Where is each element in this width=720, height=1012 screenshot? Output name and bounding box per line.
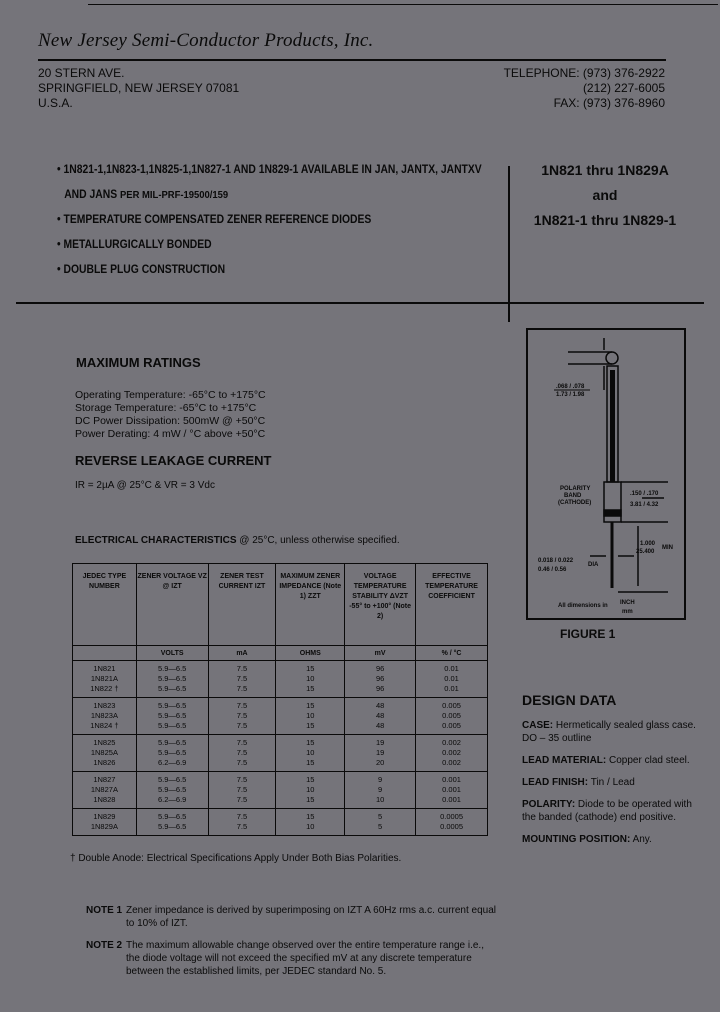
cell-value: 7.5: [236, 711, 248, 720]
cell-value: 7.5: [236, 795, 248, 804]
note-label: NOTE 1: [86, 905, 123, 916]
table-row-group: [73, 809, 488, 836]
design-item-case: [522, 719, 702, 745]
cell-value: 9: [378, 775, 383, 784]
cell-value: 5.9—6.5: [158, 684, 187, 693]
table-cell-zzt: [276, 772, 345, 809]
cell-value: 5.9—6.5: [158, 775, 187, 784]
table-cell-type: [73, 735, 137, 772]
cell-value: 0.001: [442, 785, 461, 794]
note-text: Zener impedance is derived by superimposing on IZT A 60Hz rms a.c. current equal to 10% of IZT.: [126, 905, 496, 929]
svg-text:MIN: MIN: [662, 545, 673, 551]
feature-item: [57, 187, 482, 212]
col-header-zzt: MAXIMUM ZENER IMPEDANCE (Note 1) ZZT: [276, 564, 345, 646]
design-item-label: CASE:: [522, 720, 554, 731]
cell-value: 7.5: [236, 758, 248, 767]
feature-item: • DOUBLE PLUG CONSTRUCTION: [57, 264, 226, 276]
cell-value: 1N825: [93, 738, 116, 747]
table-cell-vz: [136, 809, 208, 836]
vertical-divider: [508, 166, 510, 322]
table-cell-type: [73, 772, 137, 809]
cell-value: 10: [306, 674, 315, 683]
part-range-line: 1N821 thru 1N829A: [541, 162, 669, 178]
cell-value: 1N824 †: [90, 721, 119, 730]
top-border-line: [88, 4, 718, 5]
note-2: [86, 939, 496, 978]
col-header-izt: ZENER TEST CURRENT IZT: [208, 564, 276, 646]
cell-value: 1N821A: [90, 674, 118, 683]
cell-value: 96: [375, 664, 385, 673]
design-item-mounting: [522, 833, 702, 846]
company-name: New Jersey Semi-Conductor Products, Inc.: [38, 30, 374, 51]
col-header-vz: ZENER VOLTAGE VZ @ IZT: [136, 564, 208, 646]
table-cell-izt: [208, 772, 276, 809]
cell-value: 5: [378, 812, 383, 821]
design-item-text: Tin / Lead: [588, 777, 635, 788]
unit-cell: VOLTS: [136, 646, 208, 661]
table-cell-dv: [345, 698, 416, 735]
cell-value: 7.5: [236, 664, 248, 673]
cell-value: 19: [375, 738, 385, 747]
fax: FAX: (973) 376-8960: [553, 96, 665, 110]
cell-value: 1N827A: [90, 785, 118, 794]
cell-value: 7.5: [236, 748, 248, 757]
cell-value: 7.5: [236, 822, 248, 831]
cell-value: 96: [375, 674, 385, 683]
unit-cell: OHMS: [276, 646, 345, 661]
figure-1-outline-drawing: [526, 328, 686, 620]
cell-value: 15: [306, 812, 315, 821]
cell-value: 0.005: [442, 711, 461, 720]
design-item-lead-finish: [522, 776, 702, 789]
cell-value: 5.9—6.5: [158, 738, 187, 747]
cell-value: 7.5: [236, 701, 248, 710]
design-item-text: Diode to be operated with the banded (cathode) end positive.: [522, 799, 692, 823]
design-item-label: POLARITY:: [522, 799, 576, 810]
unit-cell: mV: [345, 646, 416, 661]
cell-value: 96: [375, 684, 385, 693]
units-row: [73, 646, 488, 661]
cell-value: 0.005: [442, 701, 461, 710]
table-cell-dv: [345, 772, 416, 809]
diode-outline-icon: [528, 330, 684, 618]
cell-value: 5.9—6.5: [158, 721, 187, 730]
cell-value: 7.5: [236, 812, 248, 821]
table-cell-zzt: [276, 809, 345, 836]
telephone: TELEPHONE: (973) 376-2922: [503, 66, 665, 80]
header-rule: [38, 59, 666, 61]
cell-value: 0.005: [442, 721, 461, 730]
feature-text: AND JANS: [64, 189, 118, 201]
section-rule: [16, 302, 704, 304]
cell-value: 48: [375, 721, 385, 730]
svg-text:POLARITY: POLARITY: [560, 486, 591, 492]
cell-value: 5.9—6.5: [158, 812, 187, 821]
part-range-line: and: [592, 187, 618, 203]
notes: [86, 904, 496, 987]
table-row-group: [73, 735, 488, 772]
feature-list: [57, 162, 529, 287]
cell-value: 5: [378, 822, 383, 831]
rating-line: Power Derating: 4 mW / °C above +50°C: [75, 428, 266, 440]
telephone-alt: (212) 227-6005: [582, 81, 665, 95]
table-row-group: [73, 698, 488, 735]
table-header-row: [73, 564, 488, 646]
cell-value: 1N821: [93, 664, 116, 673]
design-data: [522, 694, 702, 855]
cell-value: 0.01: [444, 684, 459, 693]
design-item-label: MOUNTING POSITION:: [522, 834, 631, 845]
svg-text:.150 / .170: .150 / .170: [630, 491, 659, 497]
feature-text: PER MIL-PRF-19500/159: [120, 189, 229, 201]
cell-value: 10: [306, 822, 315, 831]
design-item-text: Hermetically sealed glass case. DO – 35 outline: [522, 720, 696, 744]
svg-text:0.018 / 0.022: 0.018 / 0.022: [538, 558, 574, 564]
svg-text:BAND: BAND: [564, 493, 582, 499]
address-line: U.S.A.: [38, 96, 73, 110]
double-anode-footnote: † Double Anode: Electrical Specifications Apply Under Both Bias Polarities.: [70, 853, 402, 864]
cell-value: 7.5: [236, 738, 248, 747]
table-cell-tc: [416, 661, 488, 698]
cell-value: 15: [306, 684, 315, 693]
company-contact: [504, 66, 665, 111]
table-cell-vz: [136, 661, 208, 698]
cell-value: 10: [306, 785, 315, 794]
table-row-group: [73, 772, 488, 809]
cell-value: 15: [306, 664, 315, 673]
cell-value: 48: [375, 711, 385, 720]
unit-cell: mA: [208, 646, 276, 661]
design-item-label: LEAD MATERIAL:: [522, 755, 607, 766]
design-item-text: Any.: [630, 834, 652, 845]
part-number-range: [515, 160, 695, 235]
table-cell-zzt: [276, 735, 345, 772]
cell-value: 1N823A: [90, 711, 118, 720]
svg-text:All dimensions in: All dimensions in: [558, 603, 608, 609]
table-cell-dv: [345, 809, 416, 836]
figure-caption: FIGURE 1: [560, 627, 616, 641]
design-item-lead-material: [522, 754, 702, 767]
design-item-label: LEAD FINISH:: [522, 777, 589, 788]
electrical-characteristics-table: [72, 563, 488, 836]
cell-value: 10: [306, 748, 315, 757]
svg-text:25.400: 25.400: [636, 549, 655, 555]
cell-value: 15: [306, 775, 315, 784]
cell-value: 0.001: [442, 795, 461, 804]
table-cell-zzt: [276, 661, 345, 698]
rating-line: Operating Temperature: -65°C to +175°C: [75, 389, 266, 401]
feature-item: • 1N821-1,1N823-1,1N825-1,1N827-1 AND 1N829-1 AVAILABLE IN JAN, JANTX, JANTXV: [57, 164, 482, 176]
part-range-line: 1N821-1 thru 1N829-1: [533, 212, 677, 228]
cell-value: 15: [306, 738, 315, 747]
table-cell-izt: [208, 661, 276, 698]
leakage-spec: IR = 2µA @ 25°C & VR = 3 Vdc: [75, 480, 215, 491]
cell-value: 0.01: [444, 674, 459, 683]
max-ratings-title: MAXIMUM RATINGS: [76, 355, 201, 370]
cell-value: 0.01: [444, 664, 459, 673]
svg-text:INCH: INCH: [620, 600, 635, 606]
feature-item: • TEMPERATURE COMPENSATED ZENER REFERENCE DIODES: [57, 214, 372, 226]
cell-value: 5.9—6.5: [158, 701, 187, 710]
cell-value: 7.5: [236, 674, 248, 683]
cell-value: 0.002: [442, 758, 461, 767]
design-data-title: DESIGN DATA: [522, 692, 617, 708]
cell-value: 15: [306, 721, 315, 730]
address-line: 20 STERN AVE.: [38, 66, 125, 80]
cell-value: 19: [375, 748, 385, 757]
cell-value: 48: [375, 701, 385, 710]
table-row-group: [73, 661, 488, 698]
table-cell-vz: [136, 698, 208, 735]
cell-value: 1N822 †: [90, 684, 119, 693]
cell-value: 0.002: [442, 738, 461, 747]
svg-text:1.000: 1.000: [640, 541, 656, 547]
cell-value: 7.5: [236, 721, 248, 730]
svg-text:mm: mm: [622, 609, 633, 615]
cell-value: 15: [306, 701, 315, 710]
rating-line: Storage Temperature: -65°C to +175°C: [75, 402, 257, 414]
address-line: SPRINGFIELD, NEW JERSEY 07081: [38, 81, 240, 95]
table-cell-type: [73, 661, 137, 698]
design-item-polarity: [522, 798, 702, 824]
rating-line: DC Power Dissipation: 500mW @ +50°C: [75, 415, 266, 427]
cell-value: 7.5: [236, 684, 248, 693]
cell-value: 7.5: [236, 785, 248, 794]
col-header-dv: VOLTAGE TEMPERATURE STABILITY ΔVZT -55° to +100° (Note 2): [345, 564, 416, 646]
cell-value: 5.9—6.5: [158, 711, 187, 720]
cell-value: 5.9—6.5: [158, 748, 187, 757]
cell-value: 6.2—6.9: [158, 758, 187, 767]
table-cell-zzt: [276, 698, 345, 735]
design-item-text: Copper clad steel.: [606, 755, 690, 766]
cell-value: 0.0005: [440, 822, 464, 831]
cell-value: 15: [306, 795, 315, 804]
col-header-tc: EFFECTIVE TEMPERATURE COEFFICIENT: [416, 564, 488, 646]
table-cell-type: [73, 809, 137, 836]
table-cell-izt: [208, 809, 276, 836]
note-text: The maximum allowable change observed over the entire temperature range i.e., the diode voltage will not exceed the specified mV at any discrete temperature between the established limits, per JEDEC standard No. 5.: [126, 940, 484, 977]
table-cell-tc: [416, 809, 488, 836]
electrical-title-rest: @ 25°C, unless otherwise specified.: [236, 535, 400, 546]
svg-text:DIA: DIA: [588, 562, 599, 568]
cell-value: 1N827: [93, 775, 116, 784]
cell-value: 7.5: [236, 775, 248, 784]
table-cell-dv: [345, 735, 416, 772]
table-cell-izt: [208, 735, 276, 772]
table-cell-tc: [416, 772, 488, 809]
electrical-title: [75, 535, 400, 546]
cell-value: 10: [375, 795, 385, 804]
cell-value: 1N829: [93, 812, 116, 821]
cell-value: 0.002: [442, 748, 461, 757]
feature-item: • METALLURGICALLY BONDED: [57, 239, 212, 251]
svg-text:3.81 / 4.32: 3.81 / 4.32: [630, 502, 659, 508]
cell-value: 0.0005: [440, 812, 464, 821]
max-ratings-list: [75, 389, 266, 441]
note-label: NOTE 2: [86, 940, 123, 951]
cell-value: 1N826: [93, 758, 116, 767]
cell-value: 20: [375, 758, 385, 767]
cell-value: 1N828: [93, 795, 116, 804]
company-address: [38, 66, 239, 111]
electrical-title-bold: ELECTRICAL CHARACTERISTICS: [75, 535, 237, 546]
svg-text:1.73 / 1.98: 1.73 / 1.98: [556, 392, 585, 398]
leakage-title: REVERSE LEAKAGE CURRENT: [75, 453, 272, 468]
cell-value: 5.9—6.5: [158, 785, 187, 794]
table-cell-tc: [416, 735, 488, 772]
svg-text:0.46 / 0.56: 0.46 / 0.56: [538, 567, 567, 573]
cell-value: 5.9—6.5: [158, 822, 187, 831]
unit-cell: [73, 646, 137, 661]
svg-text:.068 / .078: .068 / .078: [556, 384, 585, 390]
note-1: [86, 904, 496, 930]
table-cell-vz: [136, 772, 208, 809]
table-cell-vz: [136, 735, 208, 772]
svg-text:(CATHODE): (CATHODE): [558, 500, 592, 506]
table-cell-izt: [208, 698, 276, 735]
cell-value: 15: [306, 758, 315, 767]
table-cell-dv: [345, 661, 416, 698]
cell-value: 1N829A: [90, 822, 118, 831]
table-cell-type: [73, 698, 137, 735]
cell-value: 6.2—6.9: [158, 795, 187, 804]
col-header-type: JEDEC TYPE NUMBER: [73, 564, 137, 646]
cell-value: 9: [378, 785, 383, 794]
table-body: [73, 661, 488, 836]
cell-value: 10: [306, 711, 315, 720]
cell-value: 1N825A: [90, 748, 118, 757]
cell-value: 5.9—6.5: [158, 664, 187, 673]
table-cell-tc: [416, 698, 488, 735]
unit-cell: % / °C: [416, 646, 488, 661]
cell-value: 0.001: [442, 775, 461, 784]
cell-value: 5.9—6.5: [158, 674, 187, 683]
cell-value: 1N823: [93, 701, 116, 710]
